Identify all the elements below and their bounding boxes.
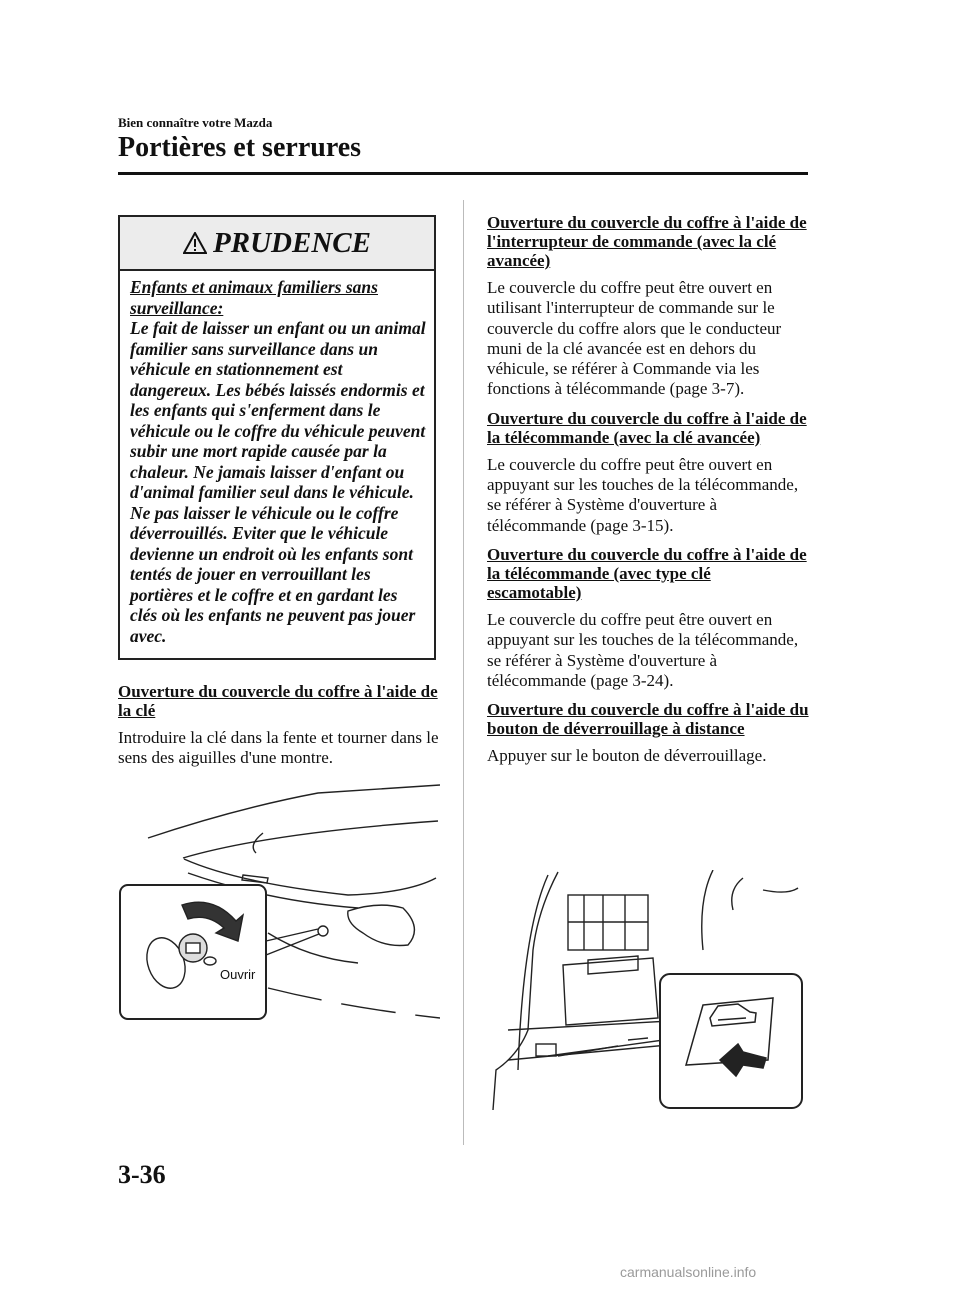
trunk-key-illustration (118, 783, 440, 1023)
caution-body (120, 271, 434, 646)
section-text: Introduire la clé dans la fente et tourner dans le sens des aiguilles d'une montre. (118, 728, 439, 768)
release-button-illustration (488, 870, 810, 1115)
section-heading: Ouverture du couvercle du coffre à l'aide de la télécommande (avec type clé escamotable) (487, 544, 807, 602)
section-release-button (487, 700, 809, 766)
watermark: carmanualsonline.info (620, 1264, 757, 1280)
page-number: 3-36 (118, 1160, 166, 1189)
figure-label-open: Ouvrir (220, 967, 256, 982)
section-heading: Ouverture du couvercle du coffre à l'aide de la télécommande (avec la clé avancée) (487, 408, 807, 447)
section-text: Le couvercle du coffre peut être ouvert en appuyant sur les touches de la télécommande, se référer à Système d'ouverture à télécommande (page 3-24). (487, 609, 799, 690)
section-remote-retractable-key (487, 545, 809, 691)
section-text: Appuyer sur le bouton de déverrouillage. (487, 746, 767, 766)
chapter-label: Bien connaître votre Mazda (118, 115, 273, 130)
caution-text: Le fait de laisser un enfant ou un animal familier sans surveillance dans un véhicule en stationnement est dangereux. Les bébés laissés endormis et les enfants qui s'enferment dans le véhicule ou le coffre du véhicule peuvent subir une mort rapide causée par la chaleur. Ne jamais laisser d'enfant ou d'animal familier seul dans le véhicule. Ne pas laisser le véhicule ou le coffre déverrouillés. Eviter que le véhicule devienne un endroit où les enfants sont tentés de jouer en verrouillant les portières et le coffre et en gardant les clés où les enfants ne peuvent pas jouer avec. (130, 318, 426, 646)
page-title: Portières et serrures (118, 132, 362, 163)
caution-subheading: Enfants et animaux familiers sans surveillance: (130, 277, 378, 318)
section-remote-advanced-key (487, 409, 809, 536)
section-text: Le couvercle du coffre peut être ouvert en appuyant sur les touches de la télécommande, se référer à Système d'ouverture à télécommande (page 3-15). (487, 454, 799, 535)
section-heading: Ouverture du couvercle du coffre à l'aide de l'interrupteur de commande (avec la clé avancée) (487, 213, 807, 270)
warning-icon (183, 232, 207, 254)
section-text: Le couvercle du coffre peut être ouvert en utilisant l'interrupteur de commande sur le couvercle du coffre alors que le conducteur muni de la clé avancée est en dehors du véhicule, se référer à Commande via les fonctions à télécommande (page 3-7). (487, 278, 782, 399)
caution-header (120, 217, 434, 271)
header-rule (118, 172, 808, 175)
section-key (118, 682, 440, 769)
caution-box (118, 215, 436, 660)
section-column-right (487, 213, 809, 766)
section-control-switch (487, 213, 809, 400)
section-heading: Ouverture du couvercle du coffre à l'aide de la clé (118, 682, 438, 720)
column-divider (463, 200, 464, 1145)
section-heading: Ouverture du couvercle du coffre à l'aide du bouton de déverrouillage à distance (487, 700, 809, 739)
caution-title: PRUDENCE (213, 226, 371, 259)
